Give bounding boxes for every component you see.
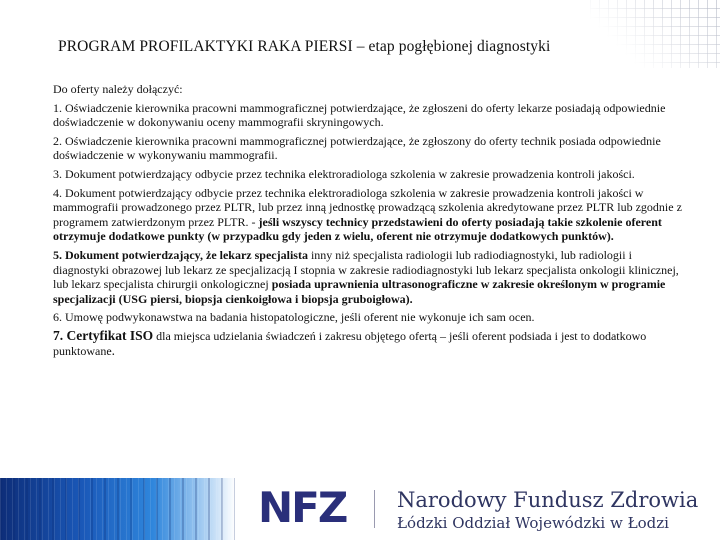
list-item-5 [53, 248, 683, 306]
organization-name: Narodowy Fundusz Zdrowia [397, 488, 699, 512]
page-title: PROGRAM PROFILAKTYKI RAKA PIERSI – etap pogłębionej diagnostyki [58, 38, 551, 55]
organization-branch: Łódzki Oddział Wojewódzki w Łodzi [397, 514, 669, 532]
nfz-logo: NFZ [258, 483, 347, 532]
footer-branding [0, 478, 720, 540]
list-item-5-bold-end: posiada uprawnienia ultrasonograficzne w zakresie określonym w programie specjalizacji (USG piersi, biopsja cienkoigłowa i biopsja gruboigłowa). [53, 277, 666, 306]
document-body [53, 82, 683, 362]
list-item-5-bold-start: 5. Dokument potwierdzający, że lekarz specjalista [53, 247, 308, 262]
list-item-3: 3. Dokument potwierdzający odbycie przez technika elektroradiologa szkolenia w zakresie prowadzenia kontroli jakości. [53, 166, 635, 181]
list-item-6: 6. Umowę podwykonawstwa na badania histopatologiczne, jeśli oferent nie wykonuje ich sam ocen. [53, 310, 535, 325]
logo-divider [374, 490, 375, 528]
list-item-7-bold: 7. Certyfikat ISO [53, 327, 154, 343]
list-item-2: 2. Oświadczenie kierownika pracowni mammograficznej potwierdzające, że zgłoszony do oferty technik posiada odpowiednie doświadczenie w wykonywaniu mammografii. [53, 133, 661, 163]
list-item-4-text: 4. Dokument potwierdzający odbycie przez technika elektroradiologa szkolenia w zakresie prowadzenia kontroli jakości w mammografii prowadzonego przez PLTR, lub przez inną jednostkę prowadzącą szkolenia akredytowane przez PLTR lub zgodnie z programem zatwierdzonym przez PLTR. - [53, 185, 682, 229]
intro-text: Do oferty należy dołączyć: [53, 82, 183, 96]
list-item-1: 1. Oświadczenie kierownika pracowni mammograficznej potwierdzające, że zgłoszeni do oferty lekarze posiadają odpowiednie doświadczenie w dokonywaniu oceny mammografii skryningowych. [53, 100, 666, 130]
list-item-7-end: . [111, 342, 116, 358]
list-item-7 [53, 329, 683, 358]
list-item-5-text: inny niż specjalista radiologii lub radiodiagnostyki, lub radiologii i diagnostyki obrazowej lub lekarz ze specjalizacją I stopnia w zakresie radiodiagnostyki lub lekarz specjalista onkologii klinicznej, lub lekarz specjalista chirurgii onkologicznej [53, 247, 679, 292]
footer-stripe-decoration [0, 478, 235, 540]
list-item-4-bold: jeśli wszyscy technicy przedstawieni do oferty posiadają takie szkolenie oferent otrzymuje dodatkowe punkty (w przypadku gdy jeden z wielu, oferent nie otrzymuje dodatkowych punktów). [53, 214, 662, 244]
list-item-4 [53, 186, 683, 244]
corner-grid-decoration [590, 0, 720, 68]
list-item-7-text: dla miejsca udzielania świadczeń i zakresu objętego ofertą – jeśli oferent podsiada i jest to dodatkowo punktowane [53, 328, 647, 358]
